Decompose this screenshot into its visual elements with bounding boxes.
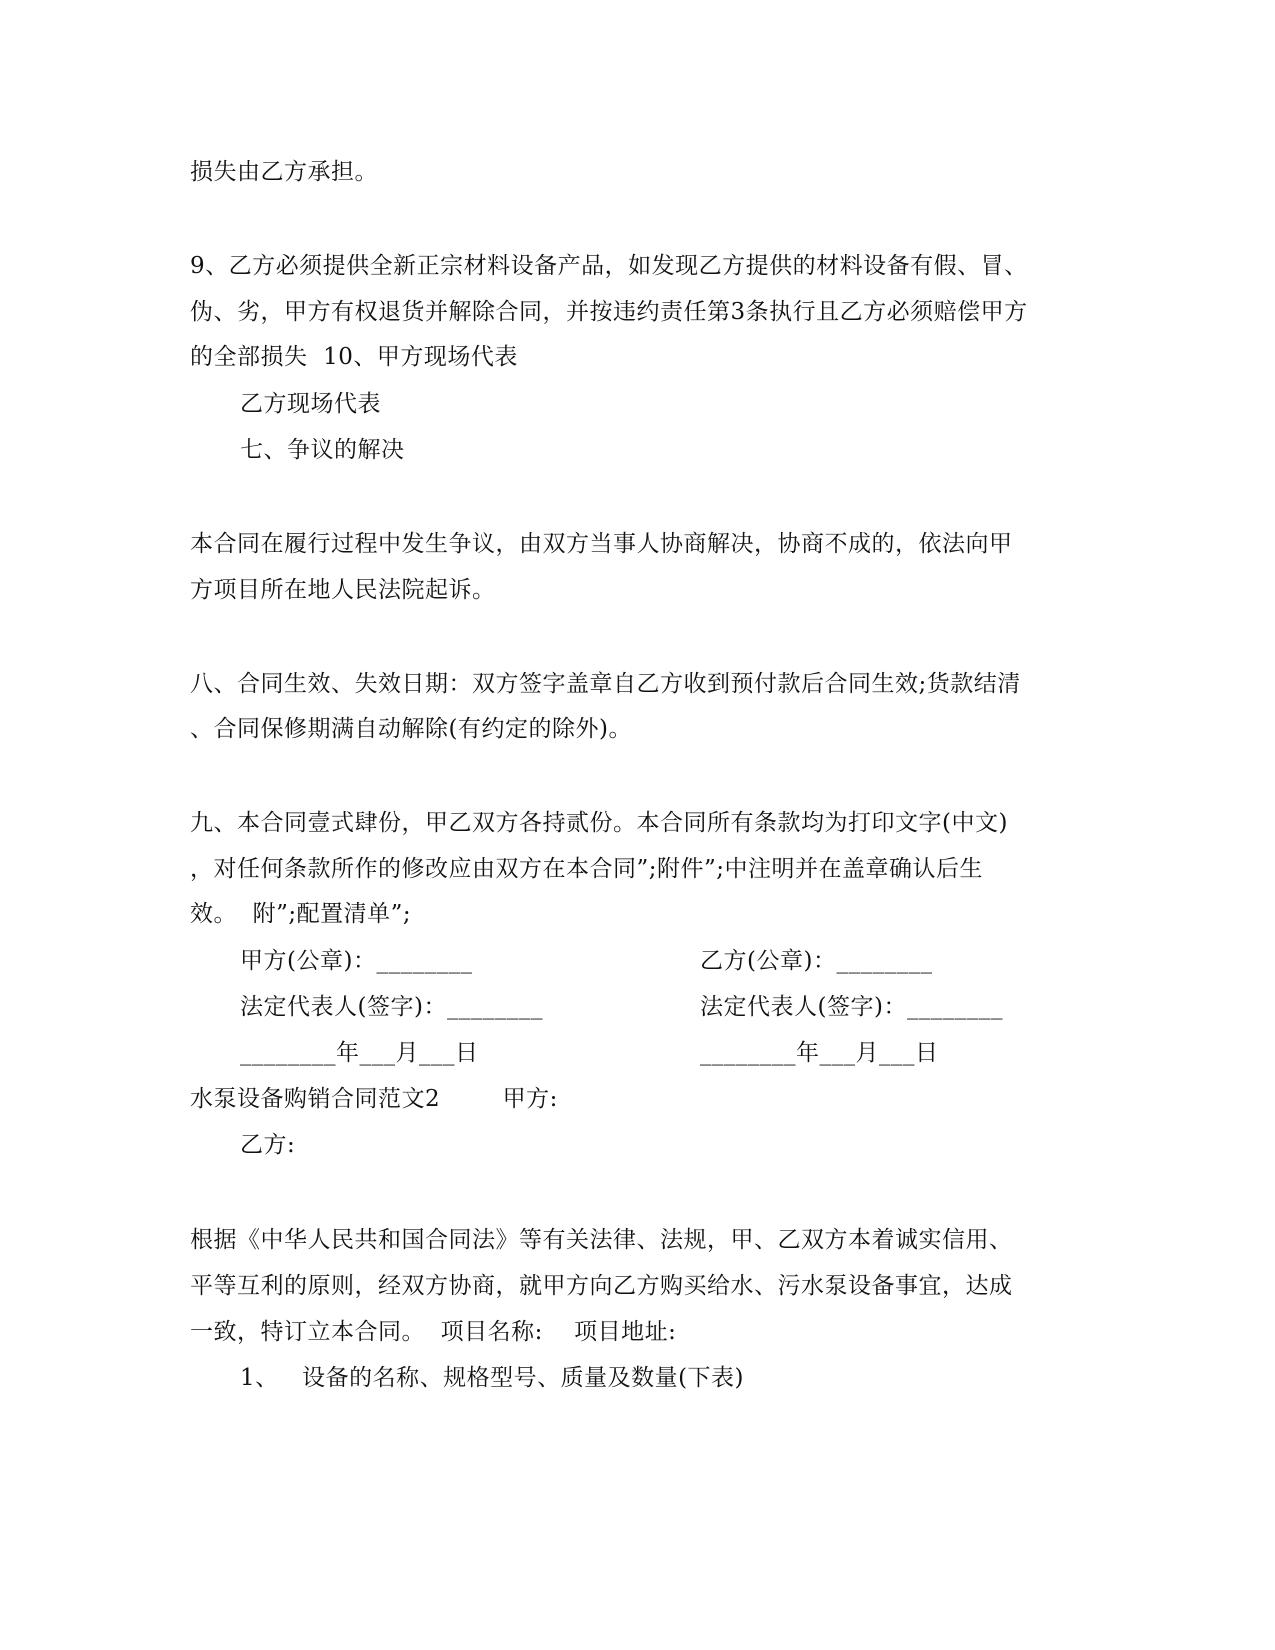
paragraph-line: 九、本合同壹式肆份，甲乙双方各持贰份。本合同所有条款均为打印文字(中文)	[190, 810, 1008, 836]
party-b-representative: 法定代表人(签字)：________	[700, 994, 1003, 1020]
paragraph-line: 本合同在履行过程中发生争议，由双方当事人协商解决，协商不成的，依法向甲	[190, 531, 1013, 557]
paragraph-line: 、合同保修期满自动解除(有约定的除外)。	[190, 716, 632, 742]
paragraph-line: 八、合同生效、失效日期：双方签字盖章自乙方收到预付款后合同生效;货款结清	[190, 671, 1021, 697]
paragraph-line: 损失由乙方承担。	[190, 159, 378, 185]
list-item: 1、 设备的名称、规格型号、质量及数量(下表)	[240, 1365, 745, 1391]
paragraph-line: 的全部损失 10、甲方现场代表	[190, 344, 518, 370]
section-heading: 七、争议的解决	[240, 437, 405, 463]
section-title: 水泵设备购销合同范文2 甲方:	[190, 1086, 558, 1112]
paragraph-line: 伪、劣，甲方有权退货并解除合同，并按违约责任第3条执行且乙方必须赔偿甲方	[190, 299, 1028, 325]
paragraph-line: 乙方现场代表	[240, 391, 381, 417]
paragraph-line: 一致，特订立本合同。 项目名称: 项目地址:	[190, 1319, 677, 1345]
party-b-date: ________年___月___日	[700, 1040, 939, 1066]
paragraph-line: 平等互利的原则，经双方协商，就甲方向乙方购买给水、污水泵设备事宜，达成	[190, 1273, 1013, 1299]
paragraph-line: 根据《中华人民共和国合同法》等有关法律、法规，甲、乙双方本着诚实信用、	[190, 1227, 1013, 1253]
paragraph-line: 9、乙方必须提供全新正宗材料设备产品，如发现乙方提供的材料设备有假、冒、	[190, 253, 1028, 279]
party-a-representative: 法定代表人(签字)：________	[240, 994, 543, 1020]
party-b-seal: 乙方(公章)：________	[700, 948, 933, 974]
party-a-seal: 甲方(公章)：________	[240, 948, 473, 974]
paragraph-line: 方项目所在地人民法院起诉。	[190, 577, 496, 603]
party-a-date: ________年___月___日	[240, 1040, 479, 1066]
paragraph-line: ，对任何条款所作的修改应由双方在本合同”;附件”;中注明并在盖章确认后生	[190, 856, 984, 882]
paragraph-line: 乙方:	[240, 1132, 296, 1158]
paragraph-line: 效。 附”;配置清单”;	[190, 901, 412, 927]
